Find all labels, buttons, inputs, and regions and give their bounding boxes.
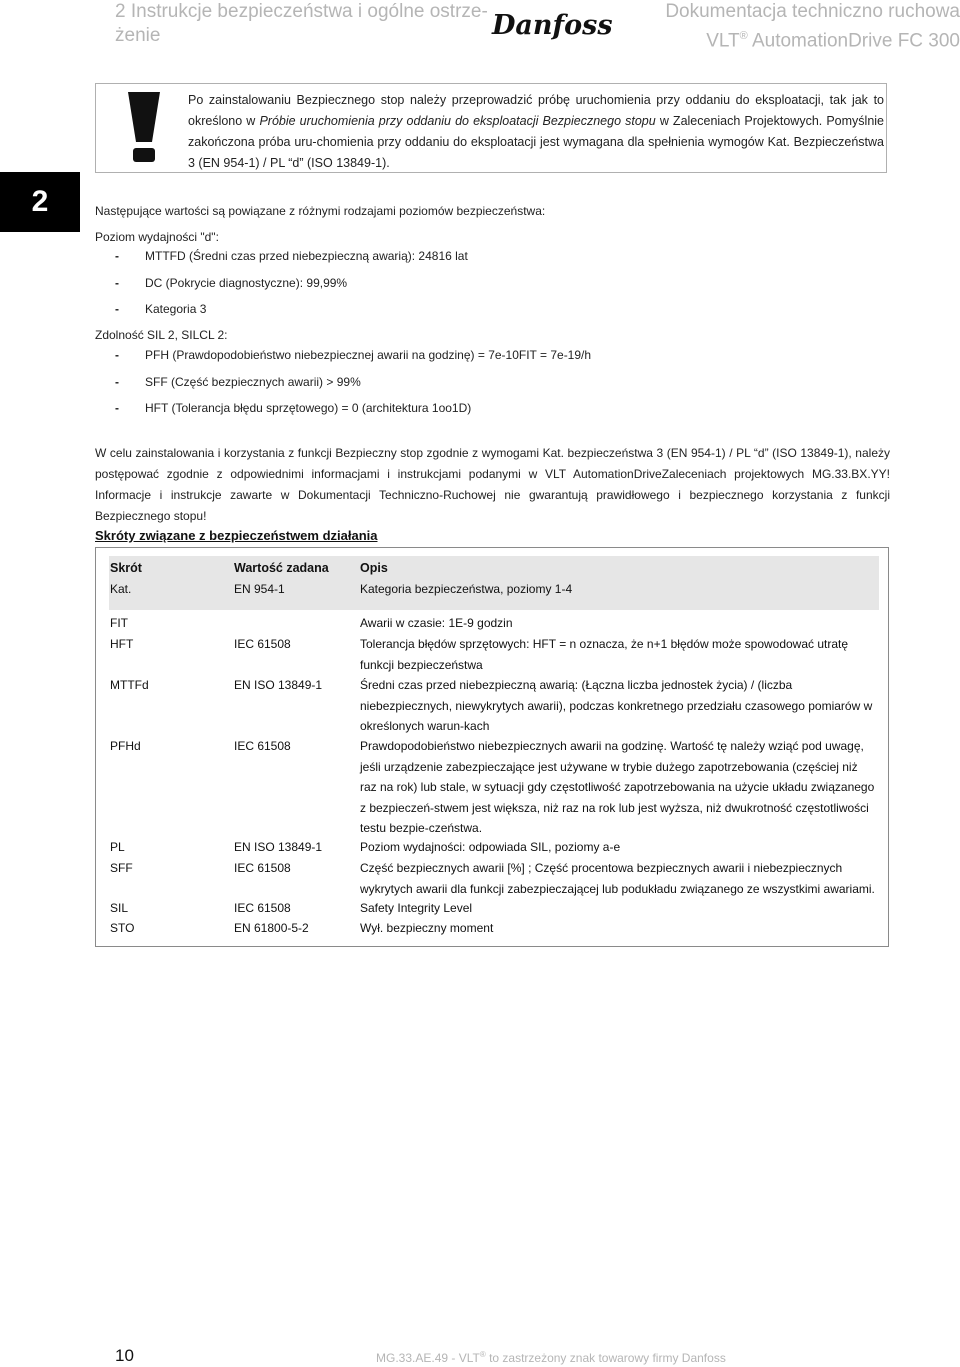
danfoss-logo — [490, 4, 613, 44]
table-cell: SIL — [110, 901, 129, 915]
table-cell: Kategoria bezpieczeństwa, poziomy 1-4 — [360, 582, 573, 596]
list-item: - HFT (Tolerancja błędu sprzętowego) = 0 (architektura 1oo1D) — [115, 401, 472, 415]
compliance-paragraph: W celu zainstalowania i korzystania z funkcji Bezpieczny stop zgodnie z wymogami Kat. bezpieczeństwa 3 (EN 954-1) / PL “d” (ISO 13849-1), należy postępować zgodnie z odpowiednimi informacjami i instrukcjami podanymi w VLT AutomationDriveZaleceniach projektowych MG.33.BX.YY! Informacje i instrukcje zawarte w Dokumentacji Techniczno-Ruchowej nie gwarantują prawidłowego i bezpiecznego korzystania z funkcji Bezpiecznego stopu! — [95, 446, 890, 523]
warning-text: Po zainstalowaniu Bezpiecznego stop należy przeprowadzić próbę uruchomienia przy oddaniu do eksploatacji, tak jak to określono w Próbie uruchomienia przy oddaniu do eksploatacji Bezpiecznego stopu w Zaleceniach Projektowych. Pomyślnie zakończona próba uru-chomienia przy oddaniu do eksploatacji jest wymagana dla spełnienia wymogów Kat. Bezpieczeństwa 3 (EN 954-1) / PL “d” (ISO 13849-1). — [188, 93, 884, 170]
table-cell: SFF — [110, 861, 133, 875]
header-doc-line2: VLT® AutomationDrive FC 300 — [706, 30, 960, 52]
table-cell: EN ISO 13849-1 — [234, 678, 323, 692]
table-cell: Prawdopodobieństwo niebezpiecznych awarii na godzinę. Wartość tę należy wziąć pod uwagę, jeśli urządzenie zabezpieczające jest używane w trybie dużego zapotrzebowania (częściej niż raz na rok) lub stale, w sytuacji gdy częstotliwość zapotrzebowania na użycie układu związanego z bezpieczeń-stwem jest większa, niż raz na rok lub jest wyższa, niż dwukrotność częstotliwości testu bezpie-czeństwa. — [360, 739, 875, 835]
intro-text: Następujące wartości są powiązane z różnymi rodzajami poziomów bezpieczeństwa: — [95, 204, 546, 218]
list-item: - PFH (Prawdopodobieństwo niebezpiecznej awarii na godzinę) = 7e-10FIT = 7e-19/h — [115, 348, 592, 362]
header-chapter-line1: 2 Instrukcje bezpieczeństwa i ogólne ostrze- — [115, 1, 488, 22]
table-cell: Safety Integrity Level — [360, 901, 473, 915]
table-cell: Część bezpiecznych awarii [%] ; Część procentowa bezpiecznych awarii i niebezpiecznych wykrytych awarii dla funkcji zabezpieczającej lub podukładu związanego ze wszystkimi awariami. — [360, 861, 875, 896]
table-cell: STO — [110, 921, 135, 935]
table-cell: Kat. — [110, 582, 132, 596]
list-item: - Kategoria 3 — [115, 302, 207, 316]
table-cell: PL — [110, 840, 125, 854]
list-item: - DC (Pokrycie diagnostyczne): 99,99% — [115, 276, 348, 290]
table-cell: IEC 61508 — [234, 637, 291, 651]
danfoss-logo-text: Danfoss — [492, 10, 613, 41]
table-cell: HFT — [110, 637, 134, 651]
table-cell: EN 954-1 — [234, 582, 285, 596]
table-cell: Średni czas przed niebezpieczną awarią: (Łączna liczba jednostek życia) / (liczba niebezpiecznych, niewykrytych awarii), podczas konkretnego przedziału czasowego pomiarów w określonych warun-kach — [360, 678, 873, 733]
list-item: - SFF (Część bezpiecznych awarii) > 99% — [115, 375, 361, 389]
table-cell: IEC 61508 — [234, 739, 291, 753]
abbreviations-table — [95, 547, 889, 947]
list-item: - MTTFD (Średni czas przed niebezpieczną awarią): 24816 lat — [115, 249, 468, 263]
section-title: Skróty związane z bezpieczeństwem działania — [95, 528, 378, 543]
table-cell: Awarii w czasie: 1E-9 godzin — [360, 616, 513, 630]
table-cell: MTTFd — [110, 678, 149, 692]
footer-trademark: MG.33.AE.49 - VLT® to zastrzeżony znak towarowy firmy Danfoss — [376, 1350, 726, 1365]
sil-heading: Zdolność SIL 2, SILCL 2: — [95, 328, 228, 342]
exclamation-icon — [124, 90, 164, 164]
table-cell: EN 61800-5-2 — [234, 921, 309, 935]
warning-box — [95, 83, 887, 173]
header-document-title — [630, 0, 960, 53]
table-cell: PFHd — [110, 739, 141, 753]
header-chapter-line2: żenie — [115, 25, 161, 46]
chapter-tab: 2 — [0, 172, 80, 232]
table-cell: EN ISO 13849-1 — [234, 840, 323, 854]
table-cell: Tolerancja błędów sprzętowych: HFT = n oznacza, że n+1 błędów może spowodować utratę funkcji bezpieczeństwa — [360, 637, 849, 672]
table-cell: IEC 61508 — [234, 861, 291, 875]
header-chapter-title — [115, 0, 495, 48]
table-header-cell: Opis — [360, 561, 388, 575]
table-cell: Wył. bezpieczny moment — [360, 921, 494, 935]
warning-italic-ref: Próbie uruchomienia przy oddaniu do eksploatacji Bezpiecznego stopu — [259, 114, 656, 128]
table-cell: FIT — [110, 616, 128, 630]
table-cell: Poziom wydajności: odpowiada SIL, poziomy a-e — [360, 840, 621, 854]
performance-level-heading: Poziom wydajności "d": — [95, 230, 219, 244]
table-cell: IEC 61508 — [234, 901, 291, 915]
table-header-cell: Wartość zadana — [234, 561, 329, 575]
table-header-cell: Skrót — [110, 561, 142, 575]
header-doc-line1: Dokumentacja techniczno ruchowa — [665, 1, 960, 22]
page-number: 10 — [115, 1346, 134, 1365]
